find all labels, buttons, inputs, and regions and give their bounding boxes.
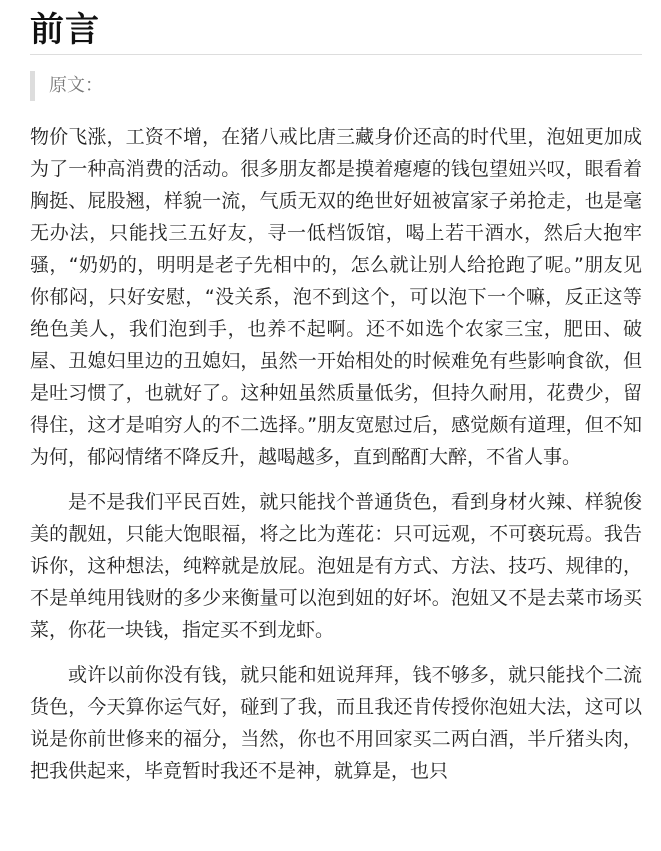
blockquote-label: 原文： <box>30 71 642 101</box>
paragraph-3: 或许以前你没有钱，就只能和妞说拜拜，钱不够多，就只能找个二流货色，今天算你运气好，碰到了我，而且我还肯传授你泡妞大法，这可以说是你前世修来的福分，当然，你也不用回家买二两白酒，半斤猪头肉，把我供起来，毕竟暂时我还不是神，就算是，也只 <box>30 664 642 782</box>
paragraph-1: 物价飞涨，工资不增，在猪八戒比唐三藏身价还高的时代里，泡妞更加成为了一种高消费的活动。很多朋友都是摸着瘪瘪的钱包望妞兴叹，眼看着胸挺、屁股翘，样貌一流，气质无双的绝世好妞被富家子弟抢走，也是毫无办法，只能找三五好友，寻一低档饭馆，喝上若干酒水，然后大抱牢骚，“奶奶的，明明是老子先相中的，怎么就让别人给抢跑了呢。”朋友见你郁闷，只好安慰，“没关系，泡不到这个，可以泡下一个嘛，反正这等绝色美人，我们泡到手，也养不起啊。还不如选个农家三宝，肥田、破屋、丑媳妇里边的丑媳妇，虽然一开始相处的时候难免有些影响食欲，但是吐习惯了，也就好了。这种妞虽然质量低劣，但持久耐用，花费少，留得住，这才是咱穷人的不二选择。”朋友宽慰过后，感觉颇有道理，但不知为何，郁闷情绪不降反升，越喝越多，直到酩酊大醉，不省人事。 <box>30 126 642 468</box>
document-page <box>30 8 642 787</box>
page-title: 前言 <box>30 8 642 55</box>
paragraph-2: 是不是我们平民百姓，就只能找个普通货色，看到身材火辣、样貌俊美的靓妞，只能大饱眼福，将之比为莲花：只可远观，不可亵玩焉。我告诉你，这种想法，纯粹就是放屁。泡妞是有方式、方法、技巧、规律的，不是单纯用钱财的多少来衡量可以泡到妞的好坏。泡妞又不是去菜市场买菜，你花一块钱，指定买不到龙虾。 <box>30 491 642 641</box>
